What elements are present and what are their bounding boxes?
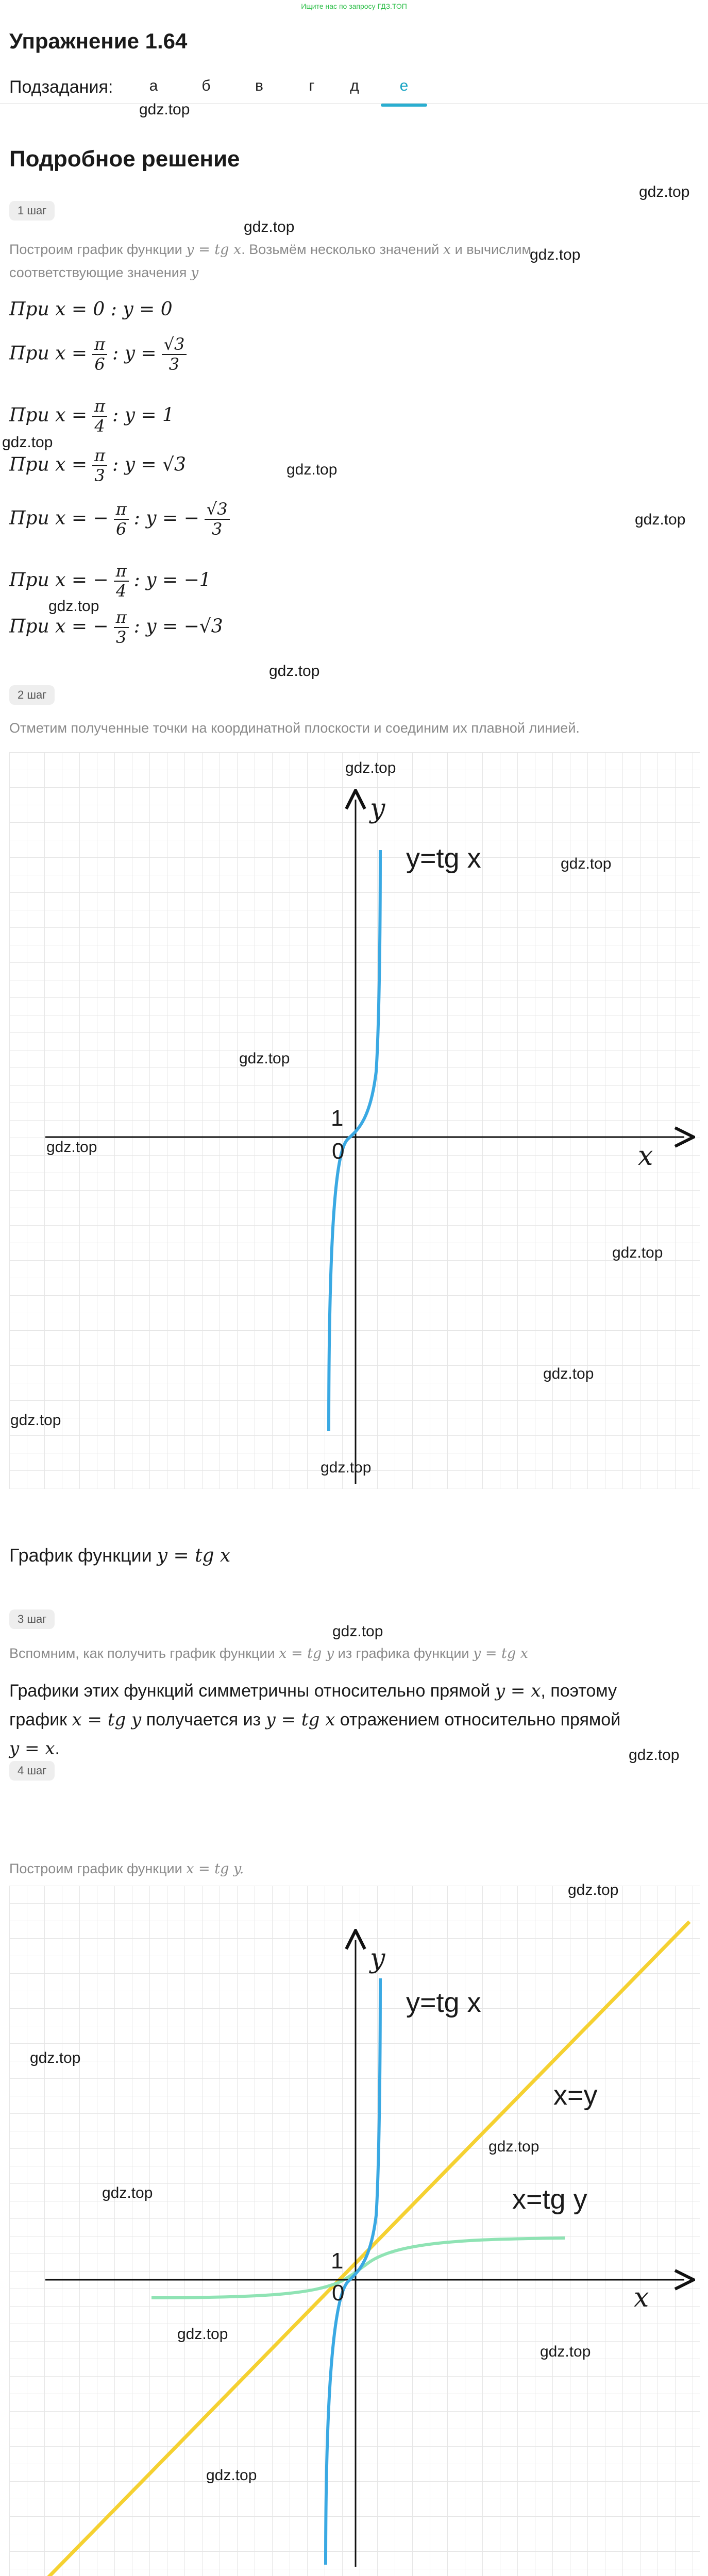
- value-line: При x = − $\frac{\pi}{3}$ : y = −√3: [9, 607, 223, 647]
- watermark: gdz.top: [568, 1882, 619, 1899]
- watermark: gdz.top: [286, 461, 338, 478]
- watermark: gdz.top: [543, 1365, 594, 1382]
- watermark: gdz.top: [244, 218, 295, 235]
- watermark: gdz.top: [561, 855, 612, 872]
- watermark: gdz.top: [2, 434, 53, 451]
- watermark: gdz.top: [612, 1244, 663, 1261]
- step4-intro: Построим график функции x = tg y.: [9, 1861, 244, 1877]
- y-axis-label: y: [370, 793, 385, 824]
- value-line: При x = 0 : y = 0: [9, 299, 173, 320]
- tg-y-curve: [151, 2238, 565, 2298]
- tg-y-label: x=tg y: [512, 2184, 587, 2215]
- page-title: Упражнение 1.64: [9, 29, 188, 53]
- watermark: gdz.top: [635, 511, 686, 528]
- tg-x-label: y=tg x: [406, 1987, 481, 2018]
- value-line: При x = − $\frac{\pi}{6}$ : y = − $\frac{√3}{3}$: [9, 500, 230, 539]
- graph-tg-x-and-tg-y: [9, 1882, 700, 2576]
- x-axis-label: x: [638, 1141, 653, 1172]
- watermark: gdz.top: [206, 2467, 257, 2484]
- subparts-label: Подзадания:: [9, 77, 113, 97]
- unit-one-label: 1: [331, 2248, 344, 2274]
- value-line: При x = $\frac{\pi}{3}$ : y = √3: [9, 446, 186, 485]
- tabs-divider: [0, 103, 708, 104]
- section-title: Подробное решение: [9, 146, 240, 172]
- watermark: gdz.top: [102, 2184, 153, 2201]
- y-axis-label: y: [370, 1943, 385, 1974]
- origin-label: 0: [332, 1139, 345, 1164]
- graph-caption: График функции y = tg x: [9, 1545, 231, 1566]
- line-yx-label: x=y: [553, 2080, 598, 2111]
- step-badge: 1 шаг: [9, 201, 55, 221]
- watermark: gdz.top: [30, 2049, 81, 2066]
- step3-intro: Вспомним, как получить график функции x = tg y из графика функции y = tg x: [9, 1646, 529, 1662]
- watermark: gdz.top: [10, 1412, 61, 1429]
- watermark: gdz.top: [177, 2326, 228, 2343]
- step-badge: 3 шаг: [9, 1609, 55, 1629]
- subpart-tab-b[interactable]: б: [201, 77, 211, 94]
- subpart-tab-v[interactable]: в: [255, 77, 263, 94]
- step-badge: 2 шаг: [9, 685, 55, 705]
- origin-label: 0: [332, 2280, 345, 2306]
- watermark: gdz.top: [639, 183, 690, 200]
- subpart-tab-g[interactable]: г: [309, 77, 315, 94]
- watermark: gdz.top: [139, 101, 190, 118]
- x-axis-label: x: [634, 2282, 649, 2313]
- watermark: gdz.top: [321, 1459, 372, 1476]
- step1-intro: Построим график функции y = tg x. Возьмём несколько значений x и вычислим соответствующие значения y: [9, 242, 532, 281]
- active-tab-underline: [381, 104, 427, 107]
- graph-tg-x: [9, 752, 700, 1489]
- step-badge: 4 шаг: [9, 1761, 55, 1781]
- top-banner: Ищите нас по запросу ГДЗ.ТОП: [301, 2, 407, 10]
- subpart-tab-e[interactable]: е: [399, 77, 409, 94]
- watermark: gdz.top: [540, 2343, 591, 2360]
- line-y-equals-x: [9, 1922, 689, 2576]
- watermark: gdz.top: [345, 759, 396, 776]
- step3-paragraph: Графики этих функций симметричны относительно прямой y = x, поэтому график x = tg y получается из y = tg x отражением относительно прямой y = x.: [9, 1681, 621, 1759]
- watermark: gdz.top: [530, 246, 581, 263]
- watermark: gdz.top: [629, 1747, 680, 1764]
- tg-x-label: y=tg x: [406, 843, 481, 874]
- unit-one-label: 1: [331, 1106, 344, 1131]
- subpart-tab-d[interactable]: д: [350, 77, 359, 94]
- watermark: gdz.top: [46, 1139, 97, 1156]
- watermark: gdz.top: [239, 1050, 290, 1067]
- watermark: gdz.top: [48, 598, 99, 615]
- step2-text: Отметим полученные точки на координатной плоскости и соединим их плавной линией.: [9, 720, 580, 736]
- watermark: gdz.top: [488, 2138, 540, 2155]
- value-line: При x = $\frac{\pi}{6}$ : y = $\frac{√3}{3}$: [9, 335, 187, 374]
- subpart-tab-a[interactable]: а: [149, 77, 158, 94]
- value-line: При x = $\frac{\pi}{4}$ : y = 1: [9, 396, 174, 436]
- watermark: gdz.top: [332, 1623, 383, 1640]
- value-line: При x = − $\frac{\pi}{4}$ : y = −1: [9, 561, 211, 601]
- watermark: gdz.top: [269, 663, 320, 680]
